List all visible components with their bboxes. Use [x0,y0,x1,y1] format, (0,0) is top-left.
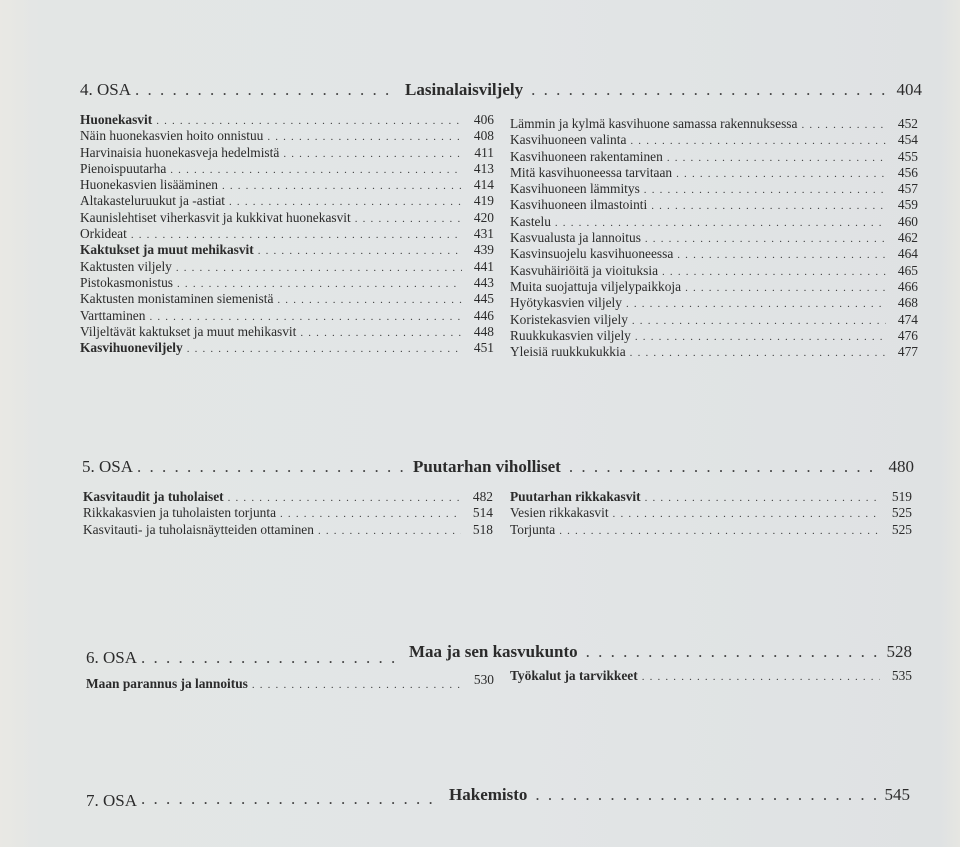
part-5-heading [82,457,914,477]
toc-entry[interactable]: Kaunislehtiset viherkasvit ja kukkivat huonekasvit . . . 420 [80,210,494,226]
part-5-left-column [83,489,493,538]
leader-dots [141,648,401,668]
leader-dots [531,80,888,100]
part-title: Lasinalaisviljely [405,80,524,99]
toc-entry[interactable]: Lämmin ja kylmä kasvihuone samassa rakennuksessa . . . 452 [510,116,918,132]
toc-entry[interactable]: Maan parannus ja lannoitus . . . 530 [86,676,494,692]
part-4-heading [80,80,922,100]
toc-entry[interactable]: Kasvualusta ja lannoitus . . . 462 [510,230,918,246]
toc-entry[interactable]: Viljeltävät kaktukset ja muut mehikasvit . . . 448 [80,324,494,340]
toc-entry[interactable]: Pistokasmonistus . . . 443 [80,275,494,291]
toc-entry[interactable]: Kaktusten monistaminen siemenistä . . . 445 [80,291,494,307]
toc-entry[interactable]: Koristekasvien viljely . . . 474 [510,312,918,328]
part-page: 545 [884,785,910,804]
toc-entry[interactable]: Kasvihuoneen rakentaminen . . . 455 [510,149,918,165]
leader-dots [586,642,879,662]
leader-dots [137,457,405,477]
part-title: Maa ja sen kasvukunto [409,642,578,661]
part-page: 480 [888,457,914,476]
part-number: 6. OSA [86,648,138,667]
part-number: 7. OSA [86,791,138,810]
part-title: Hakemisto [449,785,528,804]
part-4-left-column [80,112,494,356]
part-page: 528 [886,642,912,661]
toc-entry[interactable]: Huonekasvien lisääminen . . . 414 [80,177,494,193]
toc-entry[interactable]: Mitä kasvihuoneessa tarvitaan . . . 456 [510,165,918,181]
toc-entry[interactable]: Kastelu . . . 460 [510,214,918,230]
toc-entry[interactable]: Puutarhan rikkakasvit . . . 519 [510,489,912,505]
toc-entry[interactable]: Kasvuhäiriöitä ja vioituksia . . . 465 [510,263,918,279]
toc-entry[interactable]: Kasvitaudit ja tuholaiset . . . 482 [83,489,493,505]
toc-entry[interactable]: Ruukkukasvien viljely . . . 476 [510,328,918,344]
toc-entry[interactable]: Huonekasvit . . . 406 [80,112,494,128]
toc-entry[interactable]: Kasvihuoneen lämmitys . . . 457 [510,181,918,197]
toc-entry[interactable]: Kaktukset ja muut mehikasvit . . . 439 [80,242,494,258]
part-6-right-column [510,668,912,684]
part-5-right-column [510,489,912,538]
part-7-heading [86,785,910,810]
part-6-heading [86,642,912,667]
toc-entry[interactable]: Näin huonekasvien hoito onnistuu . . . 408 [80,128,494,144]
part-4-right-column [510,116,918,360]
toc-entry[interactable]: Rikkakasvien ja tuholaisten torjunta . . . 514 [83,505,493,521]
leader-dots [569,457,881,477]
part-6-left-column [86,672,494,691]
part-title: Puutarhan viholliset [413,457,561,476]
part-number: 5. OSA [82,457,134,476]
toc-entry[interactable]: Kaktusten viljely . . . 441 [80,259,494,275]
leader-dots [135,80,397,100]
leader-dots [141,789,441,809]
leader-dots [535,785,876,805]
toc-entry[interactable]: Työkalut ja tarvikkeet . . . 535 [510,668,912,684]
toc-entry[interactable]: Vesien rikkakasvit . . . 525 [510,505,912,521]
toc-entry[interactable]: Kasvihuoneen valinta . . . 454 [510,132,918,148]
toc-entry[interactable]: Varttaminen . . . 446 [80,308,494,324]
toc-entry[interactable]: Muita suojattuja viljelypaikkoja . . . 466 [510,279,918,295]
toc-entry[interactable]: Pienoispuutarha . . . 413 [80,161,494,177]
toc-entry[interactable]: Kasvihuoneen ilmastointi . . . 459 [510,197,918,213]
toc-entry[interactable]: Hyötykasvien viljely . . . 468 [510,295,918,311]
part-page: 404 [896,80,922,99]
toc-entry[interactable]: Yleisiä ruukkukukkia . . . 477 [510,344,918,360]
toc-entry[interactable]: Altakasteluruukut ja -astiat . . . 419 [80,193,494,209]
toc-entry[interactable]: Kasvinsuojelu kasvihuoneessa . . . 464 [510,246,918,262]
toc-entry[interactable]: Orkideat . . . 431 [80,226,494,242]
part-number: 4. OSA [80,80,132,99]
toc-entry[interactable]: Kasvihuoneviljely . . . 451 [80,340,494,356]
toc-entry[interactable]: Kasvitauti- ja tuholaisnäytteiden ottaminen . . . 518 [83,522,493,538]
toc-entry[interactable]: Harvinaisia huonekasveja hedelmistä . . . 411 [80,145,494,161]
toc-entry[interactable]: Torjunta . . . 525 [510,522,912,538]
